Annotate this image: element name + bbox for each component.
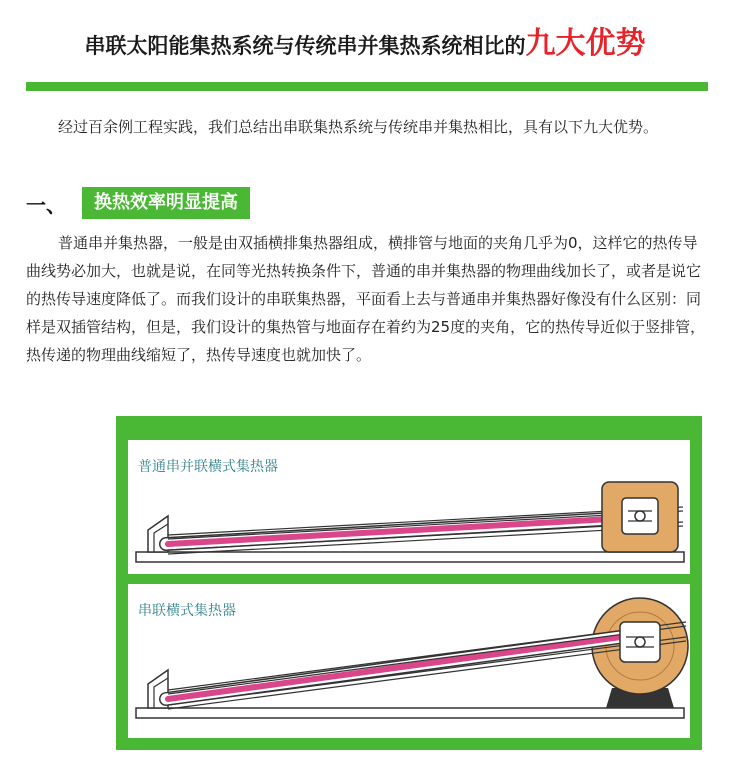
intro-paragraph: 经过百余例工程实践，我们总结出串联集热系统与传统串并集热相比，具有以下九大优势。 (58, 118, 659, 136)
body-paragraph: 普通串并集热器，一般是由双插横排集热器组成，横排管与地面的夹角几乎为0，这样它的热传导曲线势必加大，也就是说，在同等光热转换条件下，普通的串并集热器的物理曲线加长了，或者是说它的热传导速度降低了。而我们设计的串联集热器，平面看上去与普通串并集热器好像没有什么区别：同样是双插管结构，但是，我们设计的集热管与地面存在着约为25度的夹角，它的热传导近似于竖排管，热传递的物理曲线缩短了，热传导速度也就加快了。 (26, 234, 706, 364)
ground-base (136, 552, 684, 562)
panel-label-parallel: 普通串并联横式集热器 (138, 459, 278, 475)
panel-series-collector (128, 584, 690, 738)
series-collector-drawing (128, 584, 690, 738)
title-divider (26, 82, 708, 91)
panel-parallel-collector (128, 440, 690, 574)
section-title: 换热效率明显提高 (82, 187, 250, 219)
ground-base (136, 708, 684, 718)
panel-label-series: 串联横式集热器 (138, 603, 236, 619)
title-highlight: 九大优势 (525, 26, 646, 61)
collector-diagram (116, 416, 702, 750)
section-number: 一、 (26, 193, 66, 217)
header-box (602, 482, 678, 552)
page-title (0, 18, 730, 62)
header-plate (620, 622, 660, 662)
title-main: 串联太阳能集热系统与传统串并集热系统相比的 (84, 34, 526, 58)
parallel-collector-drawing (128, 440, 690, 574)
